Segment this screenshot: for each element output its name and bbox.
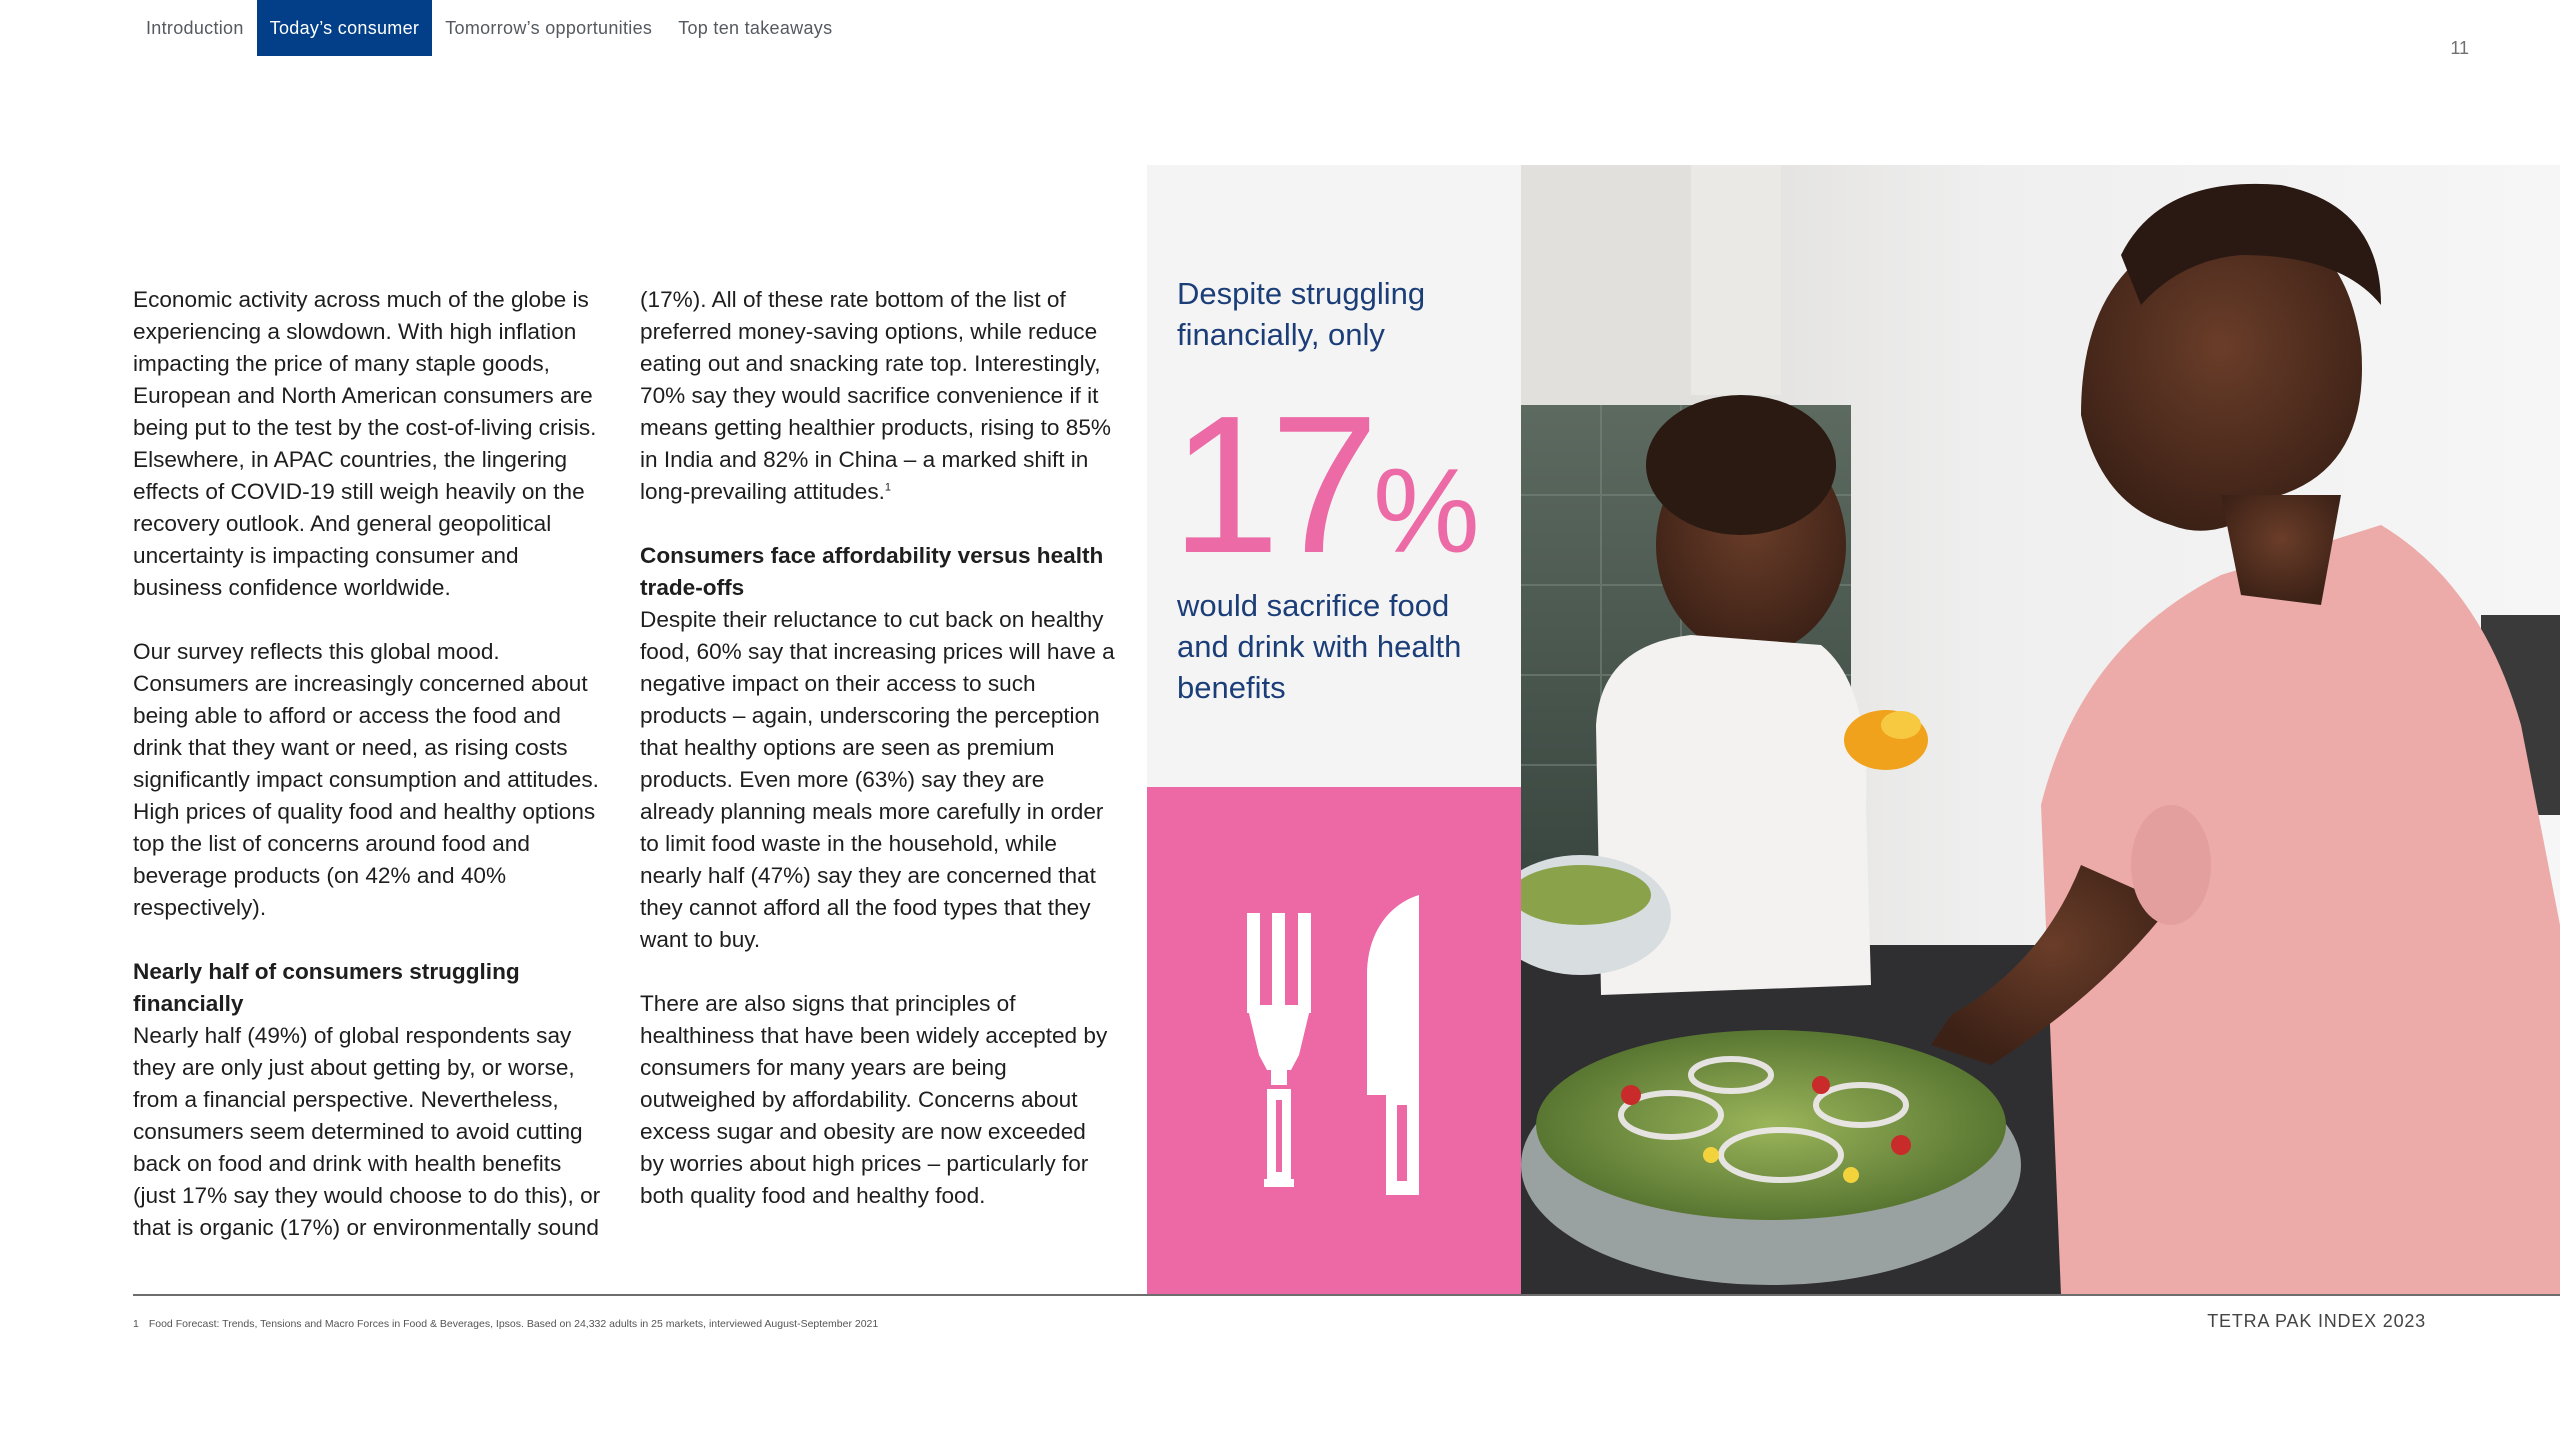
- publication-title: TETRA PAK INDEX 2023: [2207, 1311, 2426, 1331]
- footnote-text: Food Forecast: Trends, Tensions and Macro Forces in Food & Beverages, Ipsos. Based on 24,332 adults in 25 markets, interviewed August-September 2021: [148, 1318, 879, 1330]
- paragraph: Economic activity across much of the globe is experiencing a slowdown. With high inflation impacting the price of many staple goods, European and North American consumers are being put to the test by the cost-of-living crisis. Elsewhere, in APAC countries, the lingering effects of COVID-19 still weigh heavily on the recovery outlook. And general geopolitical uncertainty is impacting consumer and business confidence worldwide.: [133, 287, 597, 600]
- stat-outro-text: would sacrifice food and drink with health benefits: [1177, 588, 1462, 705]
- stat-unit: %: [1373, 444, 1480, 578]
- paragraph: (17%). All of these rate bottom of the list of preferred money-saving options, while reduce eating out and snacking rate top. Interestingly, 70% say they would sacrifice convenience if it means getting healthier products, rising to 85% in India and 82% in China – a marked shift in long-prevailing attitudes.: [640, 287, 1111, 504]
- paragraph: Our survey reflects this global mood. Consumers are increasingly concerned about being able to afford or access the food and drink that they want or need, as rising costs significantly impact consumption and attitudes. High prices of quality food and healthy options top the list of concerns around food and beverage products (on 42% and 40% respectively).: [133, 639, 599, 920]
- section-nav: [133, 0, 845, 56]
- body-column-1: [133, 284, 608, 1244]
- paragraph-with-ref: [640, 284, 1115, 508]
- subsection: [640, 540, 1115, 956]
- footer-rule: [133, 1294, 2560, 1296]
- tab-todays-consumer[interactable]: Today’s consumer: [257, 0, 433, 56]
- pink-accent-panel: [1147, 787, 1521, 1295]
- tab-tomorrows-opportunities[interactable]: Tomorrow’s opportunities: [445, 17, 653, 38]
- footnote: [133, 1318, 878, 1330]
- stat-callout: [1147, 165, 1521, 787]
- footnote-reference[interactable]: 1: [884, 481, 892, 494]
- paragraph: There are also signs that principles of healthiness that have been widely accepted by consumers for many years are being outweighed by affordability. Concerns about excess sugar and obesity are now exceeded by worries about high prices – particularly for both quality food and healthy food.: [640, 991, 1108, 1208]
- subsection: [133, 956, 608, 1244]
- stat-intro-text: Despite struggling financially, only: [1177, 276, 1426, 352]
- section-heading: Consumers face affordability versus health trade-offs: [640, 543, 1104, 600]
- fork-and-knife-icon: [1247, 895, 1427, 1195]
- tab-top-ten-takeaways[interactable]: Top ten takeaways: [678, 17, 833, 38]
- stat-number: 17: [1171, 375, 1370, 594]
- body-column-2: [640, 284, 1115, 1212]
- footnote-mark: 1: [133, 1318, 139, 1330]
- stat-figure: [1171, 375, 1480, 594]
- tab-introduction[interactable]: Introduction: [146, 17, 244, 38]
- page-number: 11: [2450, 38, 2469, 58]
- paragraph: Nearly half (49%) of global respondents say they are only just about getting by, or worse, from a financial perspective. Nevertheless, consumers seem determined to avoid cutting back on food and drink with health benefits (just 17% say they would choose to do this), or that is organic (17%) or environmentally sound: [133, 1023, 601, 1240]
- section-heading: Nearly half of consumers struggling financially: [133, 959, 520, 1016]
- paragraph: Despite their reluctance to cut back on healthy food, 60% say that increasing prices will have a negative impact on their access to such products – again, underscoring the perception that healthy options are seen as premium products. Even more (63%) say they are already planning meals more carefully in order to limit food waste in the household, while nearly half (47%) say they are concerned that they cannot afford all the food types that they want to buy.: [640, 607, 1115, 952]
- mother-child-cooking-photo: [1521, 165, 2560, 1295]
